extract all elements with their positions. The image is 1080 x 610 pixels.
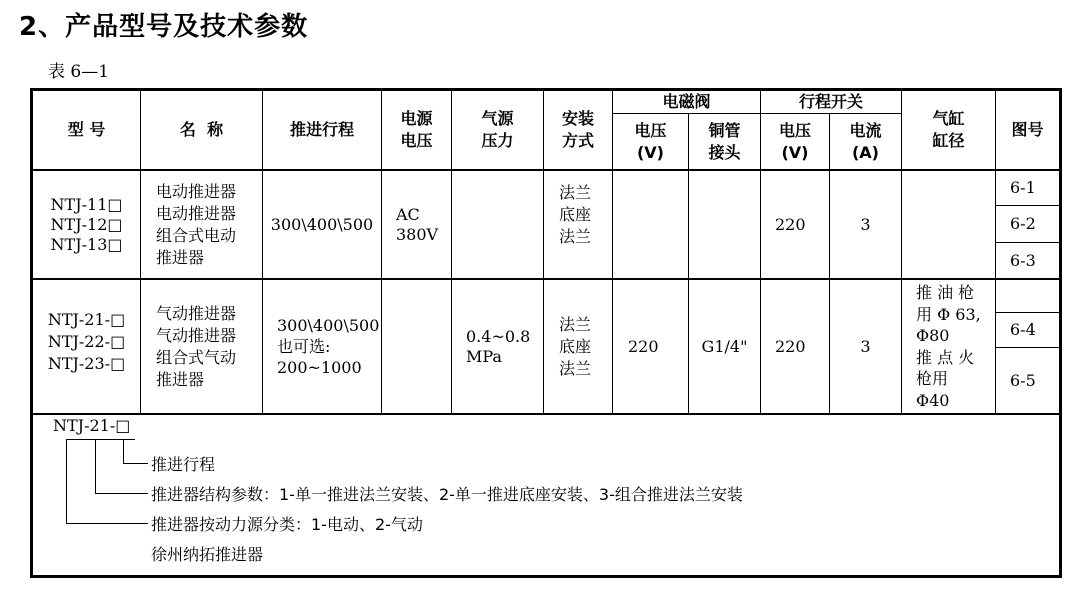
table-row-2-bore [916, 280, 995, 413]
model-code: NTJ-13□ [50, 234, 123, 254]
stroke-line: 300\400\500 [277, 316, 380, 335]
table-row-2-stroke [277, 280, 381, 413]
header-air-pressure-line1: 气源 [481, 109, 514, 128]
header-ts-voltage-line1: 电压 [778, 120, 811, 140]
product-name: 推进器 [156, 369, 205, 389]
legend-model-code: NTJ-21-□ [53, 416, 131, 435]
air-pressure-line: MPa [466, 346, 502, 366]
mounting-line: 法兰 [559, 314, 592, 334]
table-row-1-ts-voltage: 220 [775, 214, 806, 234]
section-heading: 2、产品型号及技术参数 [19, 12, 309, 42]
table-row-2-sv-joint: G1/4" [701, 336, 748, 356]
table-row-1-power-voltage [396, 171, 451, 278]
figure-6-2: 6-2 [1010, 214, 1036, 233]
header-cylinder-bore-line2: 缸径 [932, 131, 965, 150]
table-row-2-models [33, 280, 140, 413]
header-figure-no: 图号 [1011, 120, 1044, 139]
header-air-pressure-line2: 压力 [481, 131, 514, 150]
figure-6-4: 6-4 [1010, 320, 1036, 339]
header-power-voltage-line2: 电压 [400, 131, 433, 150]
model-code: NTJ-11□ [50, 194, 123, 214]
bore-line: 枪用 [916, 369, 949, 388]
header-ts-current-line1: 电流 [849, 120, 882, 140]
header-air-pressure [452, 91, 543, 169]
legend-bracket-3 [66, 439, 148, 524]
table-row-2-names [156, 280, 262, 413]
bore-line: 推 油 枪 [916, 283, 975, 302]
mounting-line: 底座 [559, 336, 592, 356]
model-code: NTJ-12□ [50, 214, 123, 234]
header-ts-current-line2: (A) [851, 142, 879, 162]
mounting-line: 法兰 [559, 182, 592, 202]
table-row-2-ts-current: 3 [860, 336, 871, 356]
mounting-line: 法兰 [559, 226, 592, 246]
table-row-1-ts-current: 3 [860, 214, 871, 234]
legend-item-brand: 徐州纳拓推进器 [151, 545, 264, 564]
header-sv-copper-joint [689, 114, 760, 169]
stroke-line: 200~1000 [277, 358, 362, 377]
header-ts-current [830, 114, 901, 169]
bore-line: 推 点 火 [916, 347, 975, 367]
header-power-voltage [382, 91, 451, 169]
table-row-1-names [156, 171, 262, 278]
product-name: 组合式电动 [156, 225, 237, 245]
model-code: NTJ-22-□ [47, 331, 126, 351]
header-mounting-line2: 方式 [561, 131, 594, 150]
header-cylinder-bore [902, 91, 995, 169]
bore-line: Φ80 [916, 326, 950, 345]
table-row-2-air-pressure [466, 280, 543, 413]
header-cylinder-bore-line1: 气缸 [932, 109, 965, 128]
header-stroke: 推进行程 [289, 120, 354, 139]
bore-line: 用 Φ 63, [916, 304, 981, 324]
header-mounting-line1: 安装 [561, 109, 594, 128]
table-row-2-ts-voltage: 220 [775, 336, 806, 356]
figure-6-5: 6-5 [1010, 370, 1036, 390]
product-name: 气动推进器 [156, 303, 237, 323]
header-travel-switch: 行程开关 [798, 92, 863, 111]
header-sv-copper-joint-line2: 接头 [708, 142, 741, 162]
mounting-line: 法兰 [559, 358, 592, 378]
power-voltage-line: AC [396, 204, 420, 224]
header-model: 型 号 [67, 120, 106, 139]
power-voltage-line: 380V [396, 224, 439, 244]
header-name: 名 称 [179, 120, 224, 139]
header-mounting [544, 91, 612, 169]
header-solenoid-valve: 电磁阀 [662, 92, 711, 111]
header-sv-voltage-line1: 电压 [634, 120, 667, 140]
product-name: 推进器 [156, 247, 205, 267]
header-ts-voltage [761, 114, 829, 169]
table-caption: 表 6—1 [48, 62, 110, 82]
product-name: 气动推进器 [156, 325, 237, 345]
stroke-line: 也可选: [277, 337, 331, 356]
legend-item-power-source: 推进器按动力源分类：1-电动、2-气动 [151, 515, 423, 534]
header-sv-copper-joint-line1: 铜管 [708, 120, 741, 140]
mounting-line: 底座 [559, 204, 592, 224]
table-row-1-stroke: 300\400\500 [270, 214, 374, 234]
product-name: 组合式气动 [156, 347, 237, 367]
figure-6-3: 6-3 [1010, 250, 1036, 270]
model-code: NTJ-21-□ [47, 309, 126, 329]
header-ts-voltage-line2: (V) [781, 142, 809, 162]
header-sv-voltage-line2: (V) [636, 142, 664, 162]
product-name: 电动推进器 [156, 181, 237, 201]
legend-item-stroke: 推进行程 [151, 455, 216, 474]
spec-table [30, 88, 1062, 578]
table-row-1-models [33, 171, 140, 278]
header-sv-voltage [613, 114, 688, 169]
table-row-1-mounting [559, 171, 612, 278]
header-power-voltage-line1: 电源 [400, 109, 433, 128]
table-row-2-mounting [559, 280, 612, 413]
table-row-2-sv-voltage: 220 [628, 336, 659, 356]
figure-6-1: 6-1 [1010, 178, 1036, 197]
bore-line: Φ40 [916, 390, 950, 410]
product-name: 电动推进器 [156, 203, 237, 223]
air-pressure-line: 0.4~0.8 [466, 326, 531, 346]
model-code: NTJ-23-□ [47, 353, 126, 373]
legend-item-structure: 推进器结构参数：1-单一推进法兰安装、2-单一推进底座安装、3-组合推进法兰安装 [151, 485, 743, 504]
figure-empty [1010, 280, 1059, 312]
